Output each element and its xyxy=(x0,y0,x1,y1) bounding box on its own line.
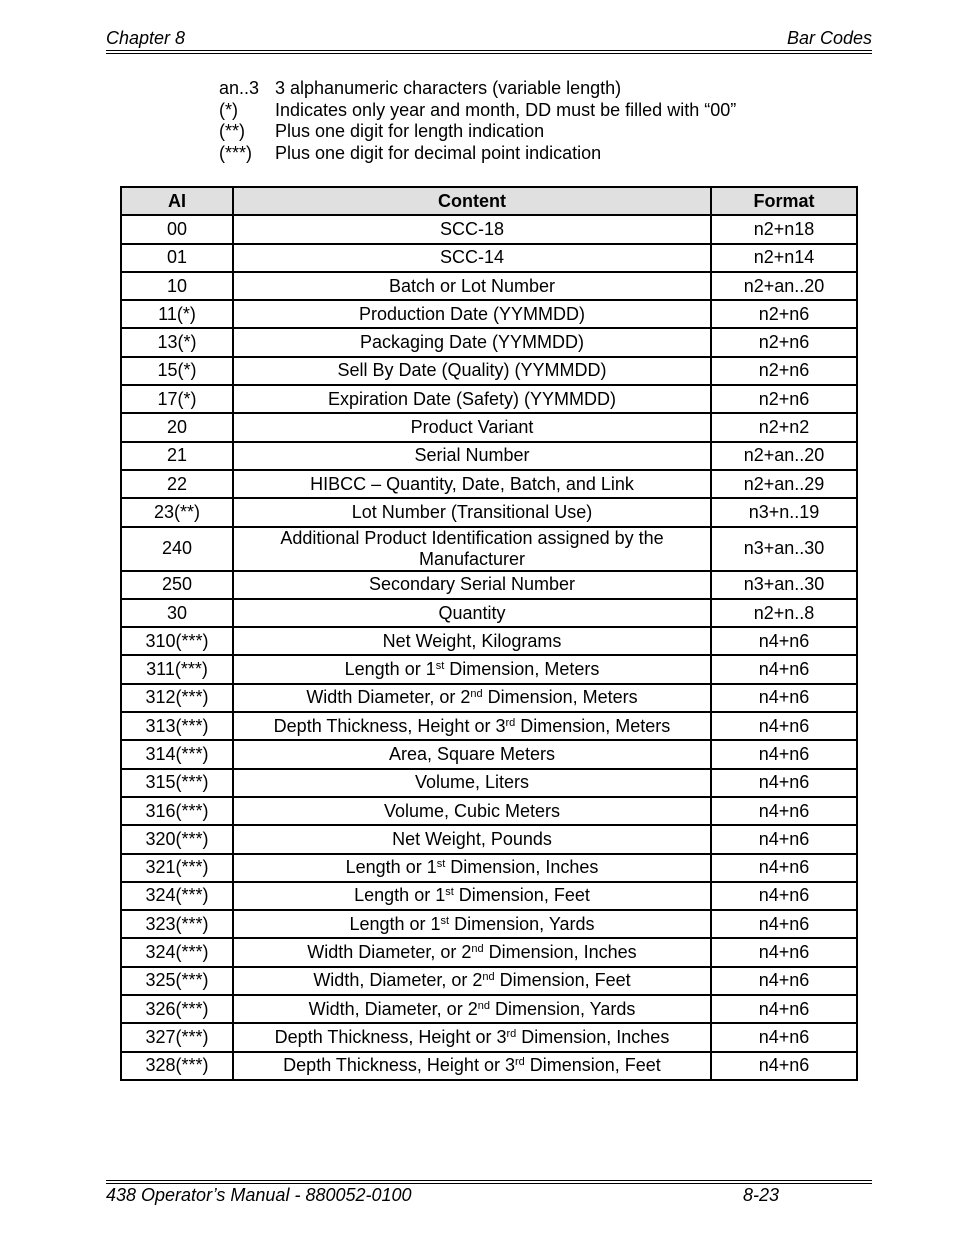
content-text: Length or 1 xyxy=(354,885,446,906)
ai-cell: 17(*) xyxy=(121,385,233,413)
ordinal-superscript: rd xyxy=(505,716,516,729)
content-text: Depth Thickness, Height or 3 xyxy=(283,1055,515,1076)
content-text: Dimension, Feet xyxy=(524,1055,661,1076)
format-cell: n4+n6 xyxy=(711,910,857,938)
content-text: Net Weight, Kilograms xyxy=(382,630,562,651)
ai-cell: 327(***) xyxy=(121,1023,233,1051)
content-text: Area, Square Meters xyxy=(388,743,556,764)
format-cell: n4+n6 xyxy=(711,1052,857,1080)
format-cell: n2+n18 xyxy=(711,215,857,243)
table-row xyxy=(121,655,857,683)
content-cell xyxy=(233,825,711,853)
content-text: Volume, Liters xyxy=(414,772,530,793)
table-row xyxy=(121,527,857,571)
ordinal-superscript: st xyxy=(436,858,446,871)
table-row xyxy=(121,328,857,356)
table-row xyxy=(121,769,857,797)
format-cell: n4+n6 xyxy=(711,825,857,853)
header-content: Content xyxy=(233,187,711,215)
table-row xyxy=(121,882,857,910)
content-text: Depth Thickness, Height or 3 xyxy=(273,715,506,736)
table-row xyxy=(121,627,857,655)
ai-cell: 314(***) xyxy=(121,740,233,768)
content-text: Dimension, Inches xyxy=(516,1026,670,1047)
content-cell xyxy=(233,413,711,441)
content-text: Dimension, Yards xyxy=(489,998,636,1019)
table-header-row xyxy=(121,187,857,215)
ai-cell: 311(***) xyxy=(121,655,233,683)
format-cell: n4+n6 xyxy=(711,684,857,712)
content-cell xyxy=(233,272,711,300)
ai-cell: 01 xyxy=(121,244,233,272)
format-cell: n4+n6 xyxy=(711,627,857,655)
content-text: Dimension, Meters xyxy=(482,687,638,708)
ai-cell: 22 xyxy=(121,470,233,498)
ai-cell: 324(***) xyxy=(121,882,233,910)
format-cell: n4+n6 xyxy=(711,967,857,995)
content-text: Additional Product Identification assigned by the Manufacturer xyxy=(280,527,664,569)
content-cell xyxy=(233,769,711,797)
table-row xyxy=(121,938,857,966)
ai-cell: 323(***) xyxy=(121,910,233,938)
format-cell: n2+n6 xyxy=(711,357,857,385)
note-description: Indicates only year and month, DD must be filled with “00” xyxy=(275,99,737,120)
format-cell: n2+n2 xyxy=(711,413,857,441)
table-row xyxy=(121,571,857,599)
note-key: an..3 xyxy=(219,78,260,98)
content-text: Sell By Date (Quality) (YYMMDD) xyxy=(337,360,607,381)
format-cell: n4+n6 xyxy=(711,797,857,825)
content-text: Dimension, Inches xyxy=(483,942,637,963)
content-cell xyxy=(233,300,711,328)
table-row xyxy=(121,244,857,272)
content-cell xyxy=(233,385,711,413)
ai-cell: 13(*) xyxy=(121,328,233,356)
ai-cell: 20 xyxy=(121,413,233,441)
page-footer xyxy=(106,1185,872,1209)
content-cell xyxy=(233,498,711,526)
ordinal-superscript: nd xyxy=(477,999,490,1012)
content-cell xyxy=(233,938,711,966)
content-text: Width, Diameter, or 2 xyxy=(308,998,478,1019)
content-text: Batch or Lot Number xyxy=(388,275,556,296)
content-cell xyxy=(233,712,711,740)
format-cell: n4+n6 xyxy=(711,995,857,1023)
note-description: Plus one digit for length indication xyxy=(275,121,545,141)
content-text: Dimension, Feet xyxy=(494,970,631,991)
table-row xyxy=(121,712,857,740)
ai-cell: 328(***) xyxy=(121,1052,233,1080)
note-key: (*) xyxy=(219,99,238,120)
table-row xyxy=(121,272,857,300)
format-cell: n2+an..20 xyxy=(711,272,857,300)
table-row xyxy=(121,825,857,853)
section-label: Bar Codes xyxy=(786,28,872,48)
content-cell xyxy=(233,627,711,655)
footer-rule xyxy=(106,1180,872,1181)
table-row xyxy=(121,910,857,938)
ai-cell: 00 xyxy=(121,215,233,243)
ai-table xyxy=(120,186,858,1081)
ai-cell: 11(*) xyxy=(121,300,233,328)
content-text: Expiration Date (Safety) (YYMMDD) xyxy=(327,388,617,409)
format-cell: n3+an..30 xyxy=(711,571,857,599)
format-cell: n2+n6 xyxy=(711,300,857,328)
table-row xyxy=(121,797,857,825)
table-row xyxy=(121,599,857,627)
content-cell xyxy=(233,740,711,768)
content-cell xyxy=(233,854,711,882)
header-format: Format xyxy=(711,187,857,215)
ordinal-superscript: rd xyxy=(514,1056,525,1069)
ordinal-superscript: rd xyxy=(506,1027,517,1040)
content-cell xyxy=(233,442,711,470)
note-description: Plus one digit for decimal point indication xyxy=(275,142,602,163)
content-text: Length or 1 xyxy=(344,659,436,680)
table-row xyxy=(121,684,857,712)
format-cell: n4+n6 xyxy=(711,769,857,797)
ordinal-superscript: nd xyxy=(471,943,484,956)
content-cell xyxy=(233,244,711,272)
content-cell xyxy=(233,655,711,683)
content-text: Length or 1 xyxy=(349,913,441,934)
ordinal-superscript: st xyxy=(440,914,450,927)
header-rule-secondary xyxy=(106,53,872,54)
content-cell xyxy=(233,328,711,356)
content-text: Secondary Serial Number xyxy=(368,574,576,595)
format-cell: n2+n6 xyxy=(711,328,857,356)
ai-cell: 324(***) xyxy=(121,938,233,966)
format-cell: n4+n6 xyxy=(711,655,857,683)
ai-cell: 10 xyxy=(121,272,233,300)
format-cell: n4+n6 xyxy=(711,882,857,910)
ai-cell: 315(***) xyxy=(121,769,233,797)
content-text: Depth Thickness, Height or 3 xyxy=(274,1026,507,1047)
content-cell xyxy=(233,470,711,498)
content-text: Serial Number xyxy=(414,445,530,466)
content-text: Dimension, Feet xyxy=(453,885,590,906)
format-cell: n4+n6 xyxy=(711,1023,857,1051)
ai-cell: 321(***) xyxy=(121,854,233,882)
content-cell xyxy=(233,995,711,1023)
ai-cell: 23(**) xyxy=(121,498,233,526)
format-cell: n2+an..29 xyxy=(711,470,857,498)
content-text: Length or 1 xyxy=(345,857,437,878)
table-row xyxy=(121,215,857,243)
ai-cell: 312(***) xyxy=(121,684,233,712)
content-text: SCC-14 xyxy=(439,247,505,268)
format-cell: n3+an..30 xyxy=(711,527,857,571)
content-text: Dimension, Inches xyxy=(445,857,599,878)
content-text: Packaging Date (YYMMDD) xyxy=(359,332,585,353)
content-cell xyxy=(233,527,711,571)
note-key: (***) xyxy=(219,142,253,163)
table-row xyxy=(121,1052,857,1080)
footer-rule-secondary xyxy=(106,1183,872,1184)
manual-title: 438 Operator’s Manual - 880052-0100 xyxy=(106,1185,412,1205)
format-cell: n2+an..20 xyxy=(711,442,857,470)
ai-cell: 316(***) xyxy=(121,797,233,825)
format-cell: n4+n6 xyxy=(711,854,857,882)
ordinal-superscript: nd xyxy=(482,971,495,984)
table-row xyxy=(121,413,857,441)
format-cell: n2+n14 xyxy=(711,244,857,272)
chapter-label: Chapter 8 xyxy=(106,28,186,48)
content-text: HIBCC – Quantity, Date, Batch, and Link xyxy=(310,473,634,494)
content-cell xyxy=(233,967,711,995)
content-cell xyxy=(233,1052,711,1080)
content-text: Lot Number (Transitional Use) xyxy=(351,501,593,522)
table-row xyxy=(121,740,857,768)
page-number: 8-23 xyxy=(743,1185,780,1205)
content-text: Production Date (YYMMDD) xyxy=(358,303,586,324)
note-description: 3 alphanumeric characters (variable length) xyxy=(275,78,622,98)
table-row xyxy=(121,1023,857,1051)
table-row xyxy=(121,470,857,498)
content-text: Quantity xyxy=(438,602,506,623)
format-cell: n4+n6 xyxy=(711,938,857,966)
table-row xyxy=(121,385,857,413)
content-text: Dimension, Yards xyxy=(449,913,595,934)
content-cell xyxy=(233,599,711,627)
ordinal-superscript: st xyxy=(445,886,454,899)
table-row xyxy=(121,995,857,1023)
header-rule xyxy=(106,50,872,51)
table-row xyxy=(121,498,857,526)
content-cell xyxy=(233,357,711,385)
ai-cell: 240 xyxy=(121,527,233,571)
content-text: Net Weight, Pounds xyxy=(392,828,552,849)
format-cell: n4+n6 xyxy=(711,712,857,740)
content-text: Width Diameter, or 2 xyxy=(306,687,471,708)
table-row xyxy=(121,442,857,470)
content-cell xyxy=(233,797,711,825)
ordinal-superscript: st xyxy=(435,660,445,673)
ai-cell: 326(***) xyxy=(121,995,233,1023)
content-text: Volume, Cubic Meters xyxy=(383,800,561,821)
content-text: Width Diameter, or 2 xyxy=(307,942,472,963)
format-cell: n2+n6 xyxy=(711,385,857,413)
ai-cell: 325(***) xyxy=(121,967,233,995)
ai-cell: 250 xyxy=(121,571,233,599)
table-row xyxy=(121,967,857,995)
content-text: Product Variant xyxy=(410,417,534,438)
table-row xyxy=(121,357,857,385)
format-cell: n2+n..8 xyxy=(711,599,857,627)
ai-cell: 15(*) xyxy=(121,357,233,385)
ai-cell: 320(***) xyxy=(121,825,233,853)
content-text: Dimension, Meters xyxy=(515,715,671,736)
content-cell xyxy=(233,882,711,910)
content-text: Dimension, Meters xyxy=(444,659,600,680)
ai-cell: 313(***) xyxy=(121,712,233,740)
table-row xyxy=(121,300,857,328)
ordinal-superscript: nd xyxy=(470,688,483,701)
ai-cell: 21 xyxy=(121,442,233,470)
content-cell xyxy=(233,684,711,712)
content-cell xyxy=(233,215,711,243)
content-text: SCC-18 xyxy=(439,218,505,239)
content-cell xyxy=(233,571,711,599)
format-cell: n4+n6 xyxy=(711,740,857,768)
note-key: (**) xyxy=(219,121,245,141)
ai-cell: 30 xyxy=(121,599,233,627)
header-ai: AI xyxy=(121,187,233,215)
content-text: Width, Diameter, or 2 xyxy=(313,970,483,991)
format-cell: n3+n..19 xyxy=(711,498,857,526)
table-row xyxy=(121,854,857,882)
page-header xyxy=(106,28,872,52)
content-cell xyxy=(233,910,711,938)
content-cell xyxy=(233,1023,711,1051)
ai-cell: 310(***) xyxy=(121,627,233,655)
